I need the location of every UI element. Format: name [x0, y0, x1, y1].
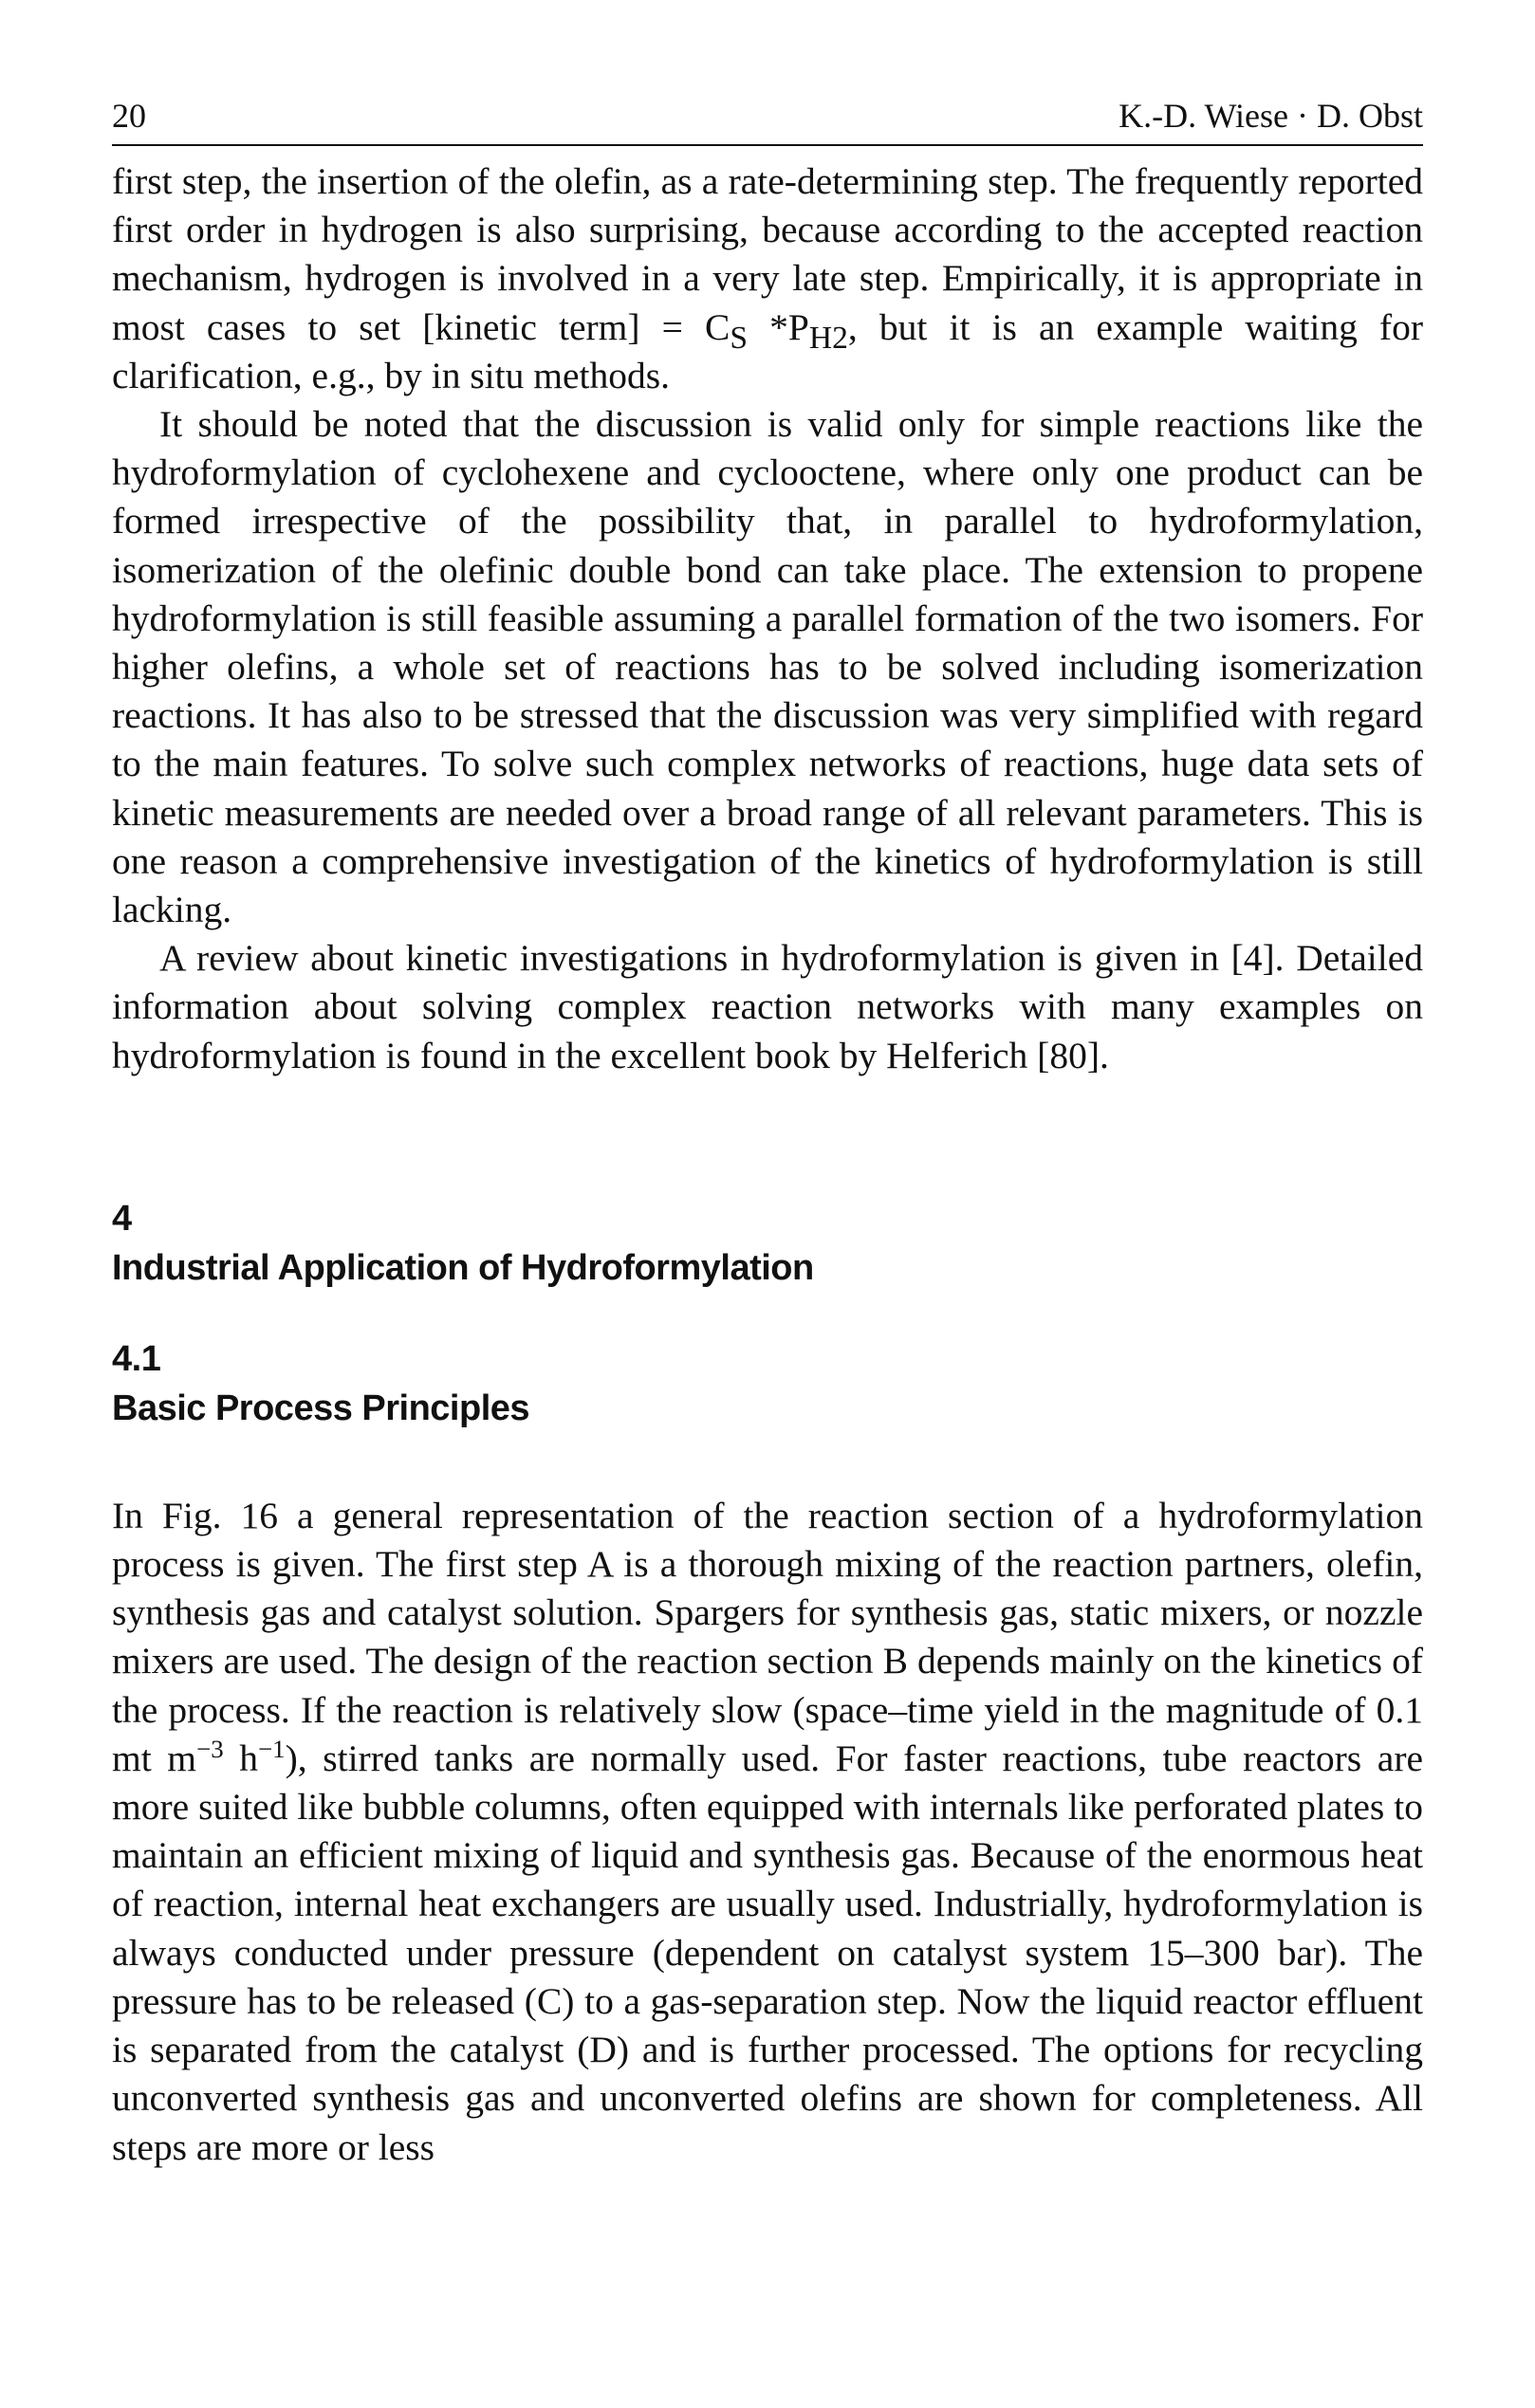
- running-head: [112, 91, 1423, 146]
- page-number: 20: [112, 97, 146, 135]
- section-title: Industrial Application of Hydroformylation: [112, 1247, 814, 1288]
- subsection-title: Basic Process Principles: [112, 1388, 530, 1428]
- superscript-minus-3: −3: [196, 1734, 224, 1763]
- running-head-authors: K.-D. Wiese · D. Obst: [1119, 97, 1423, 135]
- paragraph-4-text-c: ), stirred tanks are normally used. For faster reactions, tube reactors are more suited like bubble columns, often equipped with internals like perforated plates to maintain an efficient mixing of liquid and synthesis gas. Because of the enormous heat of reaction, internal heat exchangers are usually used. Industrially, hydroformylation is always conducted under pressure (dependent on catalyst system 15–300 bar). The pressure has to be released (C) to a gas-separation step. Now the liquid reactor effluent is separated from the catalyst (D) and is further processed. The options for recycling unconverted synthesis gas and unconverted olefins are shown for completeness. All steps are more or less: [112, 1737, 1424, 2168]
- subsection-number: 4.1: [112, 1338, 161, 1379]
- paragraph-4-text-b: h: [223, 1737, 258, 1779]
- subscript-s: S: [730, 320, 749, 356]
- paragraph-1-text-a: first step, the insertion of the olefin, as a rate-determining step. The frequently reported first order in hydrogen is also surprising, because according to the accepted reaction mechanism, hydrogen is involved in a very late step. Empirically, it is appropriate in most cases to set [kinetic term] = C: [112, 160, 1423, 348]
- paragraph-4: [112, 1492, 1423, 2172]
- page: [112, 91, 1423, 2172]
- paragraph-2: It should be noted that the discussion is valid only for simple reactions like the hydroformylation of cyclohexene and cyclooctene, where only one product can be formed irrespective of the possibility that, in parallel to hydroformylation, isomerization of the olefinic double bond can take place. The extension to propene hydroformylation is still feasible assuming a parallel formation of the two isomers. For higher olefins, a whole set of reactions has to be solved including isomerization reactions. It has also to be stressed that the discussion was very simplified with regard to the main features. To solve such complex networks of reactions, huge data sets of kinetic measurements are needed over a broad range of all relevant parameters. This is one reason a comprehensive investigation of the kinetics of hydroformylation is still lacking.: [112, 403, 1423, 931]
- paragraph-1-text-c: , but it is an example waiting for clarification, e.g., by in situ methods.: [112, 305, 1423, 396]
- subscript-h2: H2: [808, 320, 848, 356]
- paragraph-1: [112, 157, 1423, 400]
- paragraph-1-text-b: *P: [748, 305, 809, 348]
- superscript-minus-1: −1: [258, 1734, 286, 1763]
- paragraph-3: A review about kinetic investigations in hydroformylation is given in [4]. Detailed information about solving complex reaction networks with many examples on hydroformylation is found in the excellent book by Helferich [80].: [112, 937, 1423, 1076]
- paragraph-4-text-a: In Fig. 16 a general representation of the reaction section of a hydroformylation process is given. The first step A is a thorough mixing of the reaction partners, olefin, synthesis gas and catalyst solution. Spargers for synthesis gas, static mixers, or nozzle mixers are used. The design of the reaction section B depends mainly on the kinetics of the process. If the reaction is relatively slow (space–time yield in the magnitude of 0.1 mt m: [112, 1494, 1423, 1779]
- body-text: [112, 157, 1423, 2172]
- section-number: 4: [112, 1198, 132, 1239]
